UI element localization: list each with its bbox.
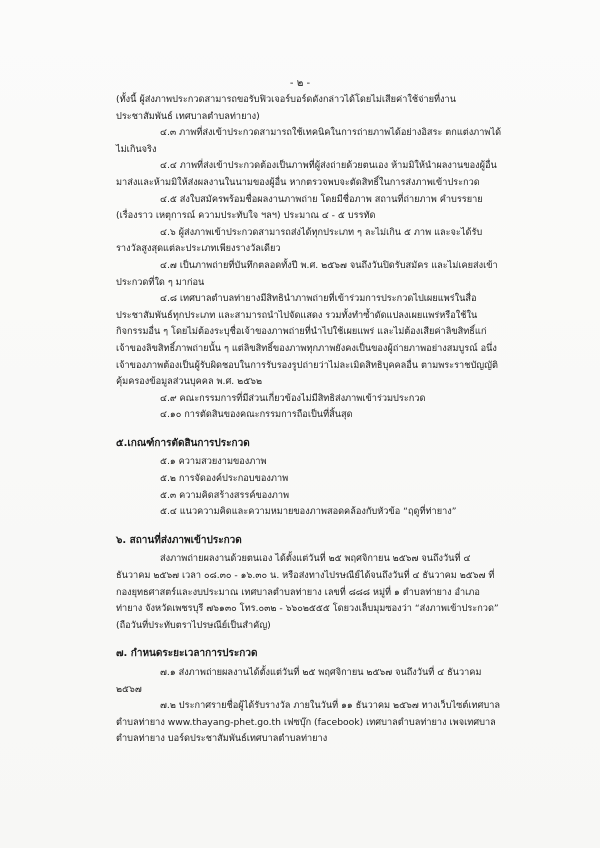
section-6-heading: ๖. สถานที่ส่งภาพเข้าประกวด [116, 534, 242, 546]
rule-4-10: ๔.๑๐ การตัดสินของคณะกรรมการถือเป็นที่สิ้นสุด [160, 409, 353, 421]
rule-4-3: ๔.๓ ภาพที่ส่งเข้าประกวดสามารถใช้เทคนิคในการถ่ายภาพได้อย่างอิสระ ตกแต่งภาพได้ไม่เกินจริง [116, 127, 502, 155]
schedule-7-2: ๗.๒ ประกาศรายชื่อผู้ได้รับรางวัล ภายในวันที่ ๑๑ ธันวาคม ๒๕๖๗ ทางเว็บไซต์เทศบาลตำบลท่ายาง www.thayang-phet.go.th เฟซบุ๊ก (facebook) เทศบาลตำบลท่ายาง เพจเทศบาลตำบลท่ายาง บอร์ดประชาสัมพันธ์เทศบาลตำบลท่ายาง [116, 700, 500, 745]
rule-4-7: ๔.๗ เป็นภาพถ่ายที่บันทึกตลอดทั้งปี พ.ศ. ๒๕๖๗ จนถึงวันปิดรับสมัคร และไม่เคยส่งเข้าประกวดที่ใด ๆ มาก่อน [116, 259, 498, 288]
criterion-5-4: ๕.๔ แนวความคิดและความหมายของภาพสอดคล้องกับหัวข้อ “ฤดูที่ท่ายาง” [160, 506, 457, 518]
page-number: - ๒ - [289, 78, 311, 89]
document-body [116, 92, 506, 748]
rule-4-5: ๔.๕ ส่งใบสมัครพร้อมชื่อผลงานภาพถ่าย โดยมีชื่อภาพ สถานที่ถ่ายภาพ คำบรรยาย (เรื่องราว เหตุการณ์ ความประทับใจ ฯลฯ) ประมาณ ๔ - ๕ บรรทัด [116, 193, 483, 222]
schedule-7-1: ๗.๑ ส่งภาพถ่ายผลงานได้ตั้งแต่วันที่ ๒๕ พฤศจิกายน ๒๕๖๗ จนถึงวันที่ ๔ ธันวาคม ๒๕๖๗ [116, 667, 482, 695]
criterion-5-3: ๕.๓ ความคิดสร้างสรรค์ของภาพ [160, 489, 290, 501]
rule-4-6: ๔.๖ ผู้ส่งภาพเข้าประกวดสามารถส่งได้ทุกประเภท ๆ ละไม่เกิน ๕ ภาพ และจะได้รับรางวัลสูงสุดแต่ละประเภทเพียงรางวัลเดียว [116, 226, 483, 255]
section-5-heading: ๕.เกณฑ์การตัดสินการประกวด [116, 437, 250, 449]
criterion-5-1: ๕.๑ ความสวยงามของภาพ [160, 456, 267, 468]
intro-paragraph: (ทั้งนี้ ผู้ส่งภาพประกวดสามารถขอรับฟิวเจอร์บอร์ดดังกล่าวได้โดยไม่เสียค่าใช้จ่ายที่งานประชาสัมพันธ์ เทศบาลตำบลท่ายาง) [116, 94, 456, 122]
criterion-5-2: ๕.๒ การจัดองค์ประกอบของภาพ [160, 473, 289, 485]
section-7-heading: ๗. กำหนดระยะเวลาการประกวด [116, 648, 258, 660]
rule-4-4: ๔.๔ ภาพที่ส่งเข้าประกวดต้องเป็นภาพที่ผู้ส่งถ่ายด้วยตนเอง ห้ามมิให้นำผลงานของผู้อื่นมาส่งและห้ามมิให้ส่งผลงานในนามของผู้อื่น หากตรวจพบจะตัดสิทธิ์ในการส่งภาพเข้าประกวด [116, 160, 497, 188]
rule-4-9: ๔.๙ คณะกรรมการที่มีส่วนเกี่ยวข้องไม่มีสิทธิส่งภาพเข้าร่วมประกวด [160, 392, 426, 404]
section-6-body: ส่งภาพถ่ายผลงานด้วยตนเอง ได้ตั้งแต่วันที่ ๒๕ พฤศจิกายน ๒๕๖๗ จนถึงวันที่ ๔ ธันวาคม ๒๕๖๗ เวลา ๐๘.๓๐ - ๑๖.๓๐ น. หรือส่งทางไปรษณีย์ได้จนถึงวันที่ ๔ ธันวาคม ๒๕๖๗ ที่กองยุทธศาสตร์และงบประมาณ เทศบาลตำบลท่ายาง เลขที่ ๘๘๘ หมู่ที่ ๑ ตำบลท่ายาง อำเภอท่ายาง จังหวัดเพชรบุรี ๗๖๑๓๐ โทร.๐๓๒ - ๖๖๐๒๕๕๕ โดยวงเล็บมุมซองว่า “ส่งภาพเข้าประกวด” (ถือวันที่ประทับตราไปรษณีย์เป็นสำคัญ) [116, 553, 499, 631]
rule-4-8: ๔.๘ เทศบาลตำบลท่ายางมีสิทธินำภาพถ่ายที่เข้าร่วมการประกวดไปเผยแพร่ในสื่อประชาสัมพันธ์ทุกประเภท และสามารถนำไปจัดแสดง รวมทั้งทำซ้ำดัดแปลงเผยแพร่หรือใช้ในกิจกรรมอื่น ๆ โดยไม่ต้องระบุชื่อเจ้าของภาพถ่ายที่นำไปใช้เผยแพร่ และไม่ต้องเสียค่าลิขสิทธิ์แก่เจ้าของลิขสิทธิ์ภาพถ่ายนั้น ๆ แต่ลิขสิทธิ์ของภาพทุกภาพยังคงเป็นของผู้ถ่ายภาพอย่างสมบูรณ์ อนึ่ง เจ้าของภาพต้องเป็นผู้รับผิดชอบในการรับรองรูปถ่ายว่าไม่ละเมิดสิทธิบุคคลอื่น ตามพระราชบัญญัติคุ้มครองข้อมูลส่วนบุคคล พ.ศ. ๒๕๖๒ [116, 293, 498, 388]
